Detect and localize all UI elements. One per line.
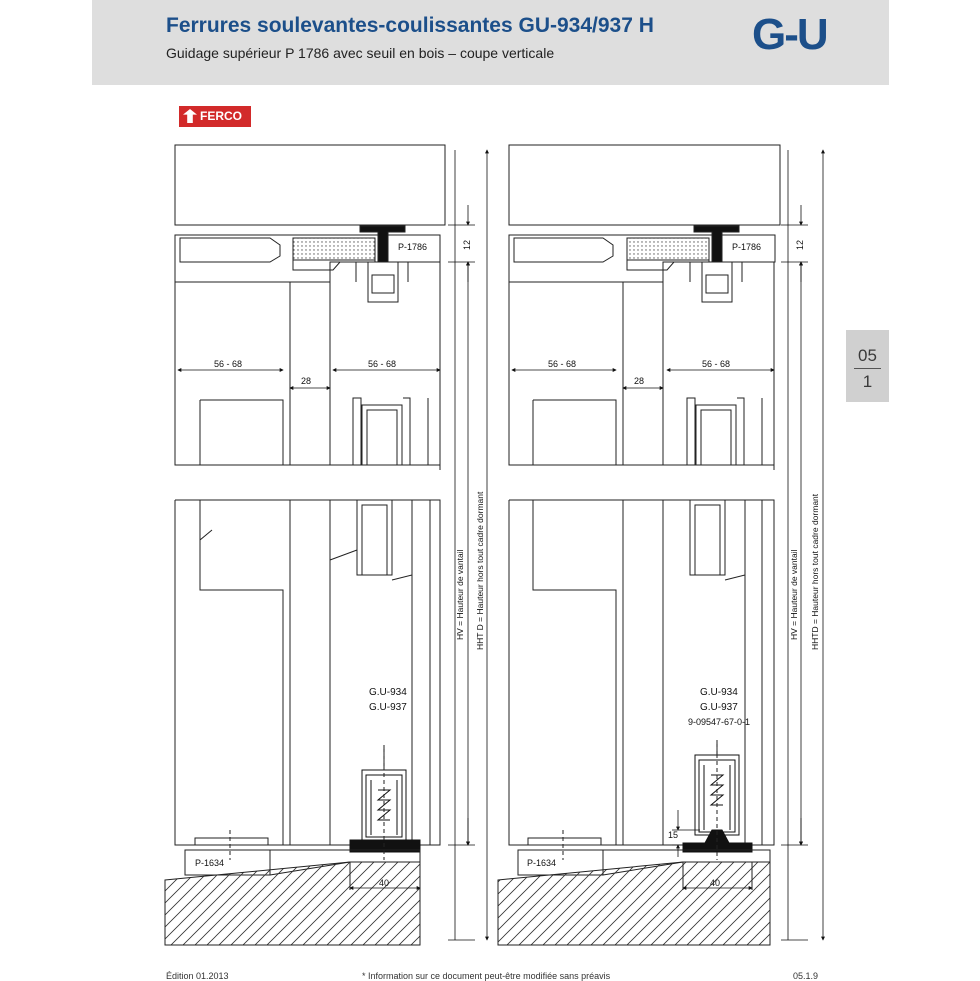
section-tab-page: 1 [862, 372, 873, 391]
right-dimensions [512, 150, 823, 940]
right-label-28: 28 [634, 376, 645, 386]
right-label-56-68-b: 56 - 68 [702, 359, 731, 369]
footer-edition: Édition 01.2013 [166, 971, 229, 981]
left-label-model-937: G.U-937 [369, 702, 407, 713]
left-label-40: 40 [379, 878, 390, 888]
right-label-12: 12 [795, 239, 805, 250]
left-label-12: 12 [462, 239, 472, 250]
left-label-hv: HV = Hauteur de vantail [455, 549, 465, 640]
right-label-p1634: P-1634 [527, 858, 557, 868]
left-label-28: 28 [301, 376, 312, 386]
left-label-p1634: P-1634 [195, 858, 225, 868]
right-label-article: 9-09547-67-0-1 [688, 717, 751, 727]
right-label-hhtd: HHTD = Hauteur hors tout cadre dormant [810, 493, 820, 650]
left-label-hhtd: HHT D = Hauteur hors tout cadre dormant [475, 491, 485, 650]
left-label-56-68-a: 56 - 68 [214, 359, 243, 369]
left-label-model-934: G.U-934 [369, 687, 407, 698]
left-wood-sill [165, 862, 420, 945]
right-label-hv: HV = Hauteur de vantail [789, 549, 799, 640]
ferco-logo-text: FERCO [200, 109, 242, 123]
left-roller-carriage [350, 745, 420, 852]
left-top-insulation [293, 238, 375, 260]
right-label-15: 15 [668, 830, 679, 840]
right-label-model-934: G.U-934 [700, 687, 738, 698]
section-tab-chapter: 05 [858, 346, 877, 365]
page-subtitle: Guidage supérieur P 1786 avec seuil en bois – coupe verticale [166, 45, 555, 61]
footer-page-number: 05.1.9 [793, 971, 819, 981]
footer-note: * Information sur ce document peut-être modifiée sans préavis [362, 971, 611, 981]
right-label-40: 40 [710, 878, 721, 888]
right-label-p1786: P-1786 [732, 242, 762, 252]
right-wood-sill [498, 862, 770, 945]
right-top-insulation [627, 238, 709, 260]
left-label-p1786: P-1786 [398, 242, 428, 252]
page-title: Ferrures soulevantes-coulissantes GU-934/937 H [166, 14, 654, 37]
left-label-56-68-b: 56 - 68 [368, 359, 397, 369]
right-label-56-68-a: 56 - 68 [548, 359, 577, 369]
right-section-drawing [498, 145, 780, 945]
left-dimensions [178, 150, 487, 940]
left-section-drawing [165, 145, 445, 945]
right-label-model-937: G.U-937 [700, 702, 738, 713]
gu-logo: G-U [752, 10, 827, 59]
